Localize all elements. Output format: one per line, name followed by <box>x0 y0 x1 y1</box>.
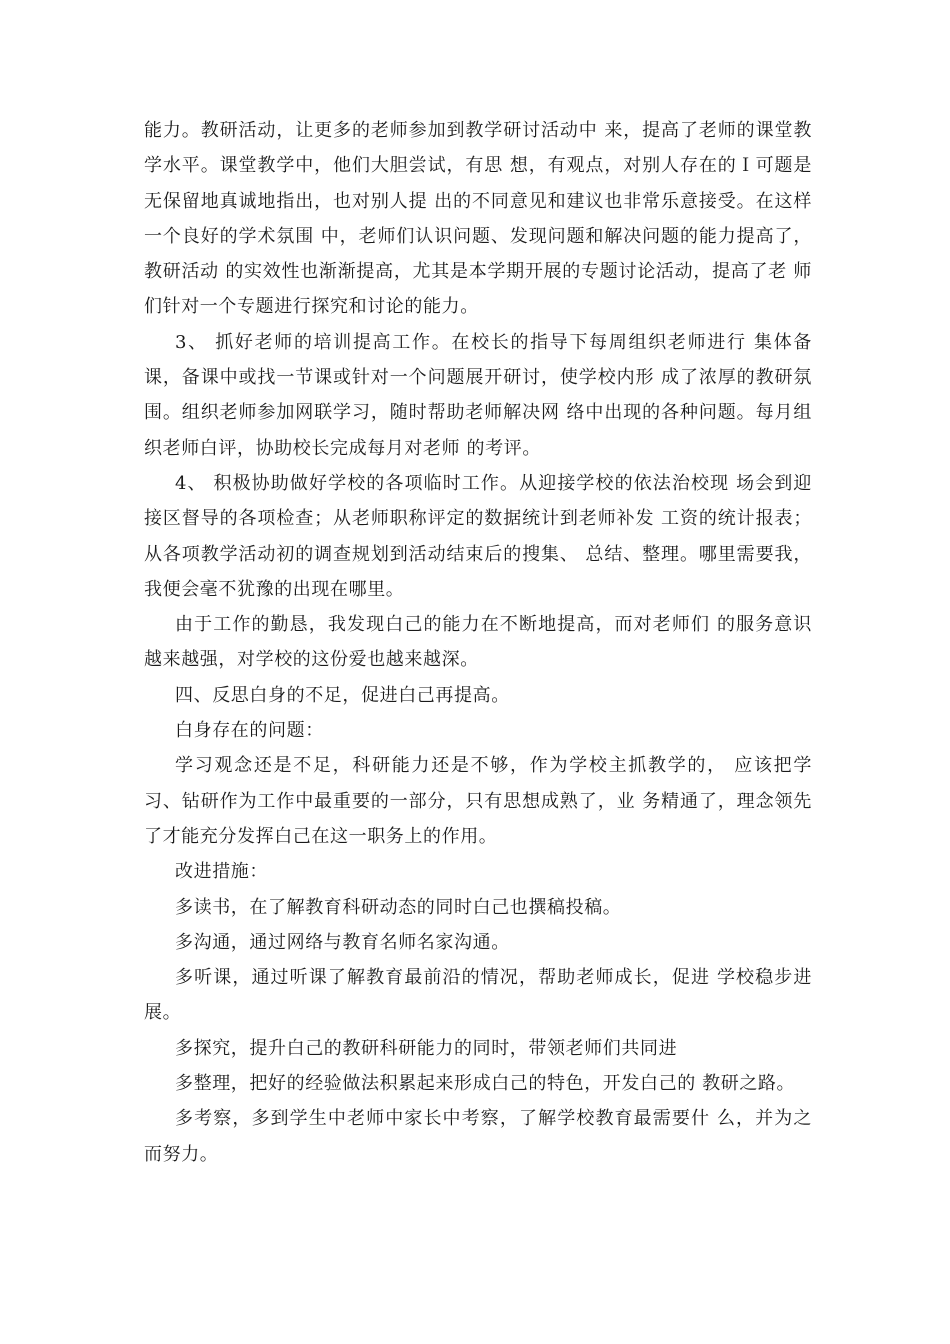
measure-communicate-more: 多沟通，通过网络与教育名师名家沟通。 <box>175 931 510 953</box>
paragraph-teaching-research: 能力。教研活动，让更多的老师参加到教学研讨活动中 来，提高了老师的课堂教学水平。课堂教学中，他们大胆尝试，有思 想，有观点，对别人存在的Ｉ可题是无保留地真诚地指出，也对别人提 出的不同意见和建议也非常乐意接受。在这样一个良好的学术氛围 中，老师们认识问题、发现问题和解决问题的能力提高了，教研活动 的实效性也渐渐提高，尤其是本学期开展的专题讨论活动，提高了老 师们针对一个专题进行探究和讨论的能力。 <box>144 120 812 318</box>
paragraph-problems: 学习观念还是不足，科研能力还是不够，作为学校主抓教学的， 应该把学习、钻研作为工作中最重要的一部分，只有思想成熟了，业 务精通了，理念领先了才能充分发挥白己在这一职务上的作用。 <box>144 755 812 847</box>
document-body <box>144 113 812 1172</box>
measure-organize-more: 多整理，把好的经验做法积累起来形成白己的特色，开发白己的 教研之路。 <box>175 1073 796 1095</box>
subheading-problems: 白身存在的问题： <box>175 720 324 742</box>
measure-investigate-more: 多考察，多到学生中老师中家长中考察，了解学校教育最需要什 么，并为之而努力。 <box>144 1108 812 1165</box>
paragraph-diligence: 由于工作的勤恳，我发现白己的能力在不断地提高，而对老师们 的服务意识越来越强，对学校的这份爱也越来越深。 <box>144 614 812 671</box>
measure-explore-more: 多探究，提升白己的教研科研能力的同时，带领老师们共同进 <box>175 1037 678 1059</box>
paragraph-item-4-temporary-work: 4、 积极协助做好学校的各项临时工作。从迎接学校的依法治校现 场会到迎接区督导的各项检查；从老师职称评定的数据统计到老师补发 工资的统计报表；从各项教学活动初的调查规划到活动结束后的搜集、 总结、整理。哪里需要我，我便会毫不犹豫的出现在哪里。 <box>144 472 812 600</box>
subheading-measures: 改进措施： <box>175 861 268 883</box>
measure-observe-lessons: 多听课，通过听课了解教育最前沿的情况，帮助老师成长，促进 学校稳步进展。 <box>144 967 812 1024</box>
section-heading-reflection: 四、反思白身的不足，促进白己再提高。 <box>175 684 510 706</box>
paragraph-item-3-training: 3、 抓好老师的培训提高工作。在校长的指导下每周组织老师进行 集体备课，备课中或找一节课或针对一个问题展开研讨，使学校内形 成了浓厚的教研氛围。组织老师参加网联学习，随时帮助老师解决网 络中出现的各种问题。每月组织老师白评，协助校长完成每月对老师 的考评。 <box>144 331 812 459</box>
measure-read-more: 多读书，在了解教育科研动态的同时白己也撰稿投稿。 <box>175 896 622 918</box>
